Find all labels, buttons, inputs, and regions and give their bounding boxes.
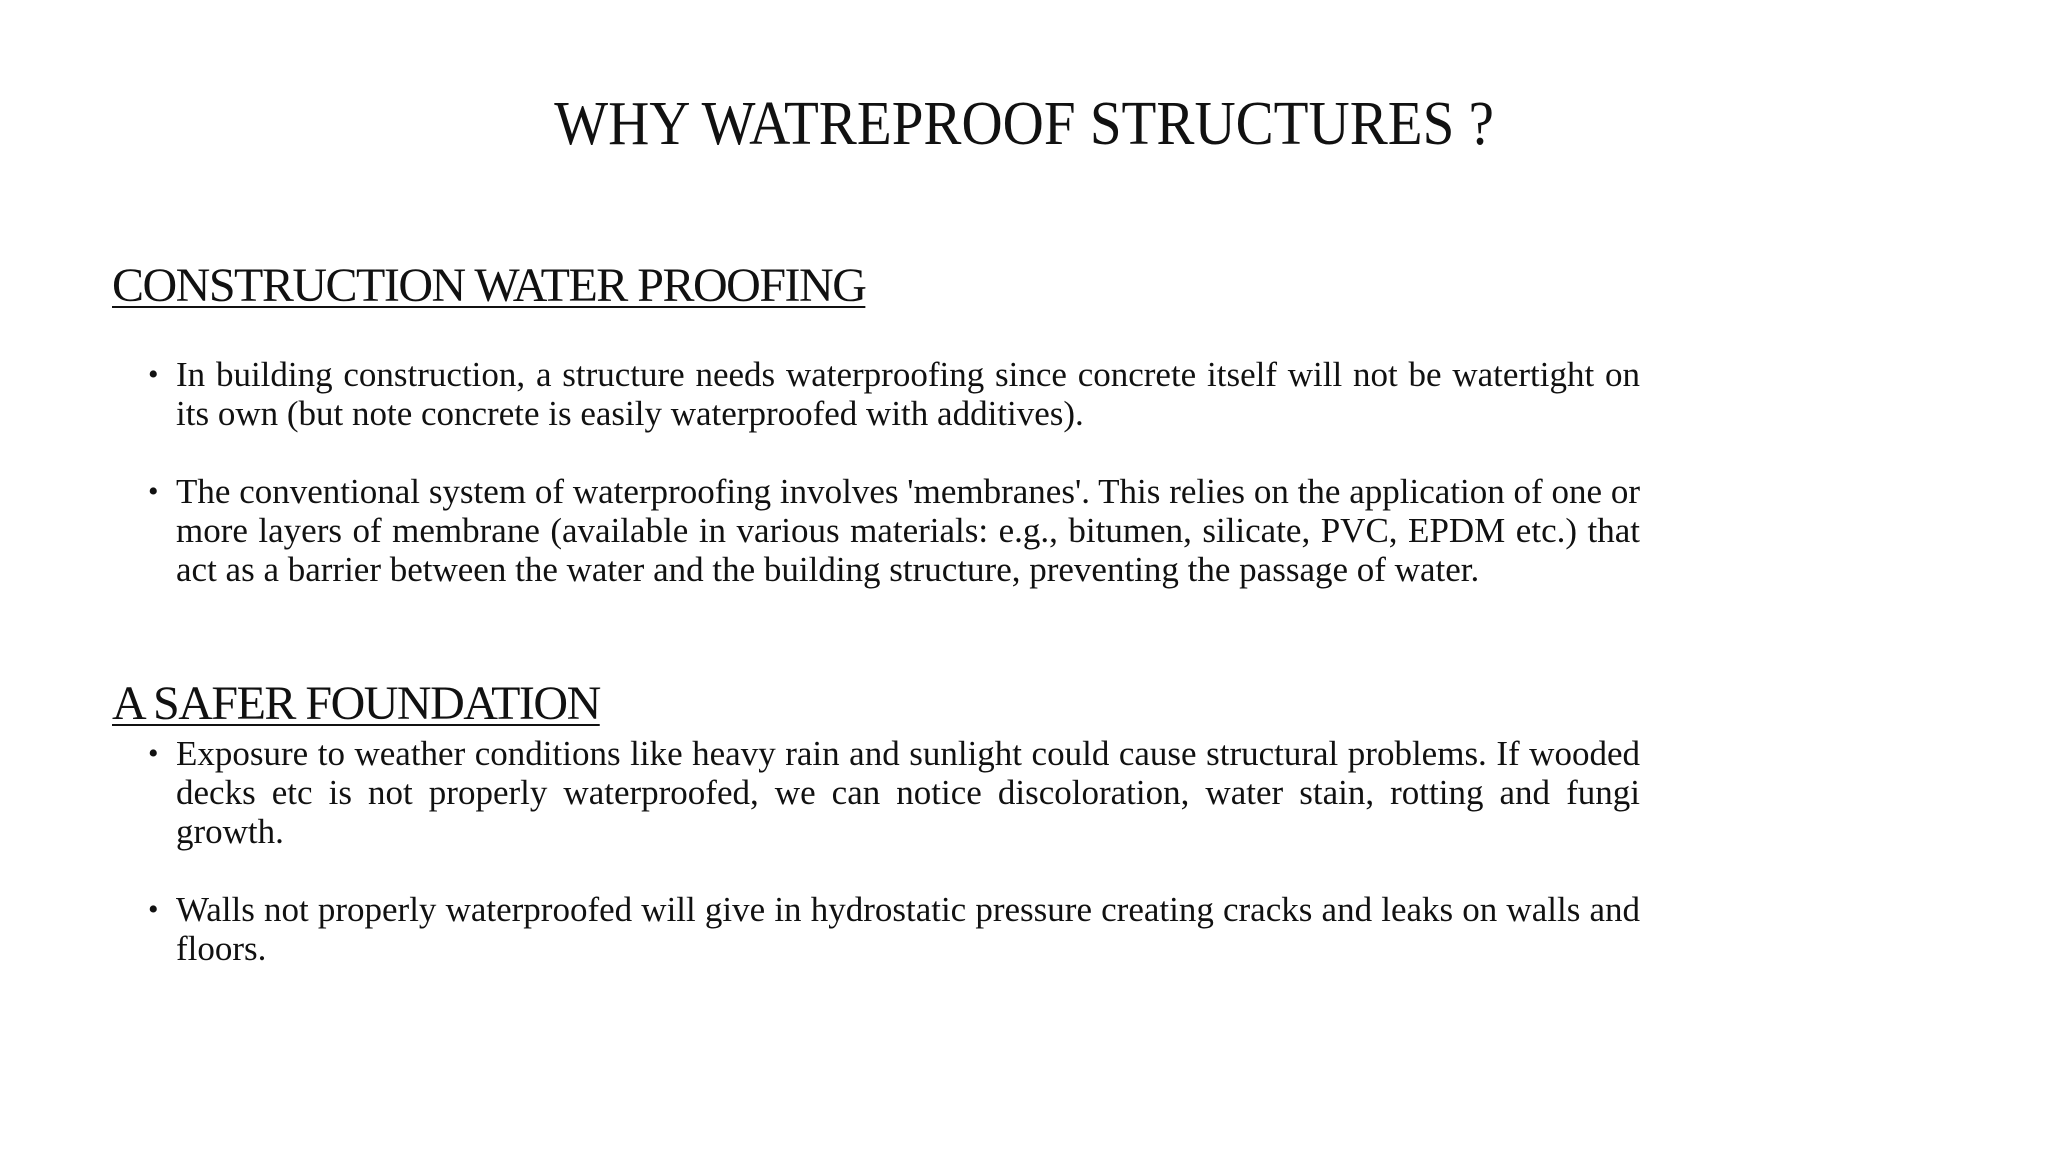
bullet-item (148, 890, 1640, 968)
bullet-item (148, 472, 1640, 589)
bullet-dot-icon: • (148, 737, 159, 770)
section-heading-construction-waterproofing: CONSTRUCTION WATER PROOFING (112, 259, 866, 312)
bullet-dot-icon: • (148, 475, 159, 508)
slide-title: WHY WATREPROOF STRUCTURES ? (554, 90, 1494, 158)
bullet-list-construction-waterproofing (148, 355, 1640, 589)
bullet-dot-icon: • (148, 358, 159, 391)
bullet-item (148, 734, 1640, 851)
bullet-text: Exposure to weather conditions like heavy rain and sunlight could cause structural problems. If wooded decks etc is not properly waterproofed, we can notice discoloration, water stain, rotting and fungi growth. (176, 734, 1640, 851)
bullet-text: The conventional system of waterproofing involves 'membranes'. This relies on the application of one or more layers of membrane (available in various materials: e.g., bitumen, silicate, PVC, EPDM etc.) that act as a barrier between the water and the building structure, preventing the passage of water. (176, 472, 1640, 589)
bullet-dot-icon: • (148, 893, 159, 926)
bullet-item (148, 355, 1640, 433)
bullet-text: In building construction, a structure needs waterproofing since concrete itself will not be watertight on its own (but note concrete is easily waterproofed with additives). (176, 355, 1640, 433)
bullet-text: Walls not properly waterproofed will give in hydrostatic pressure creating cracks and leaks on walls and floors. (176, 890, 1640, 968)
bullet-list-safer-foundation (148, 734, 1640, 968)
section-heading-safer-foundation: A SAFER FOUNDATION (112, 677, 600, 730)
